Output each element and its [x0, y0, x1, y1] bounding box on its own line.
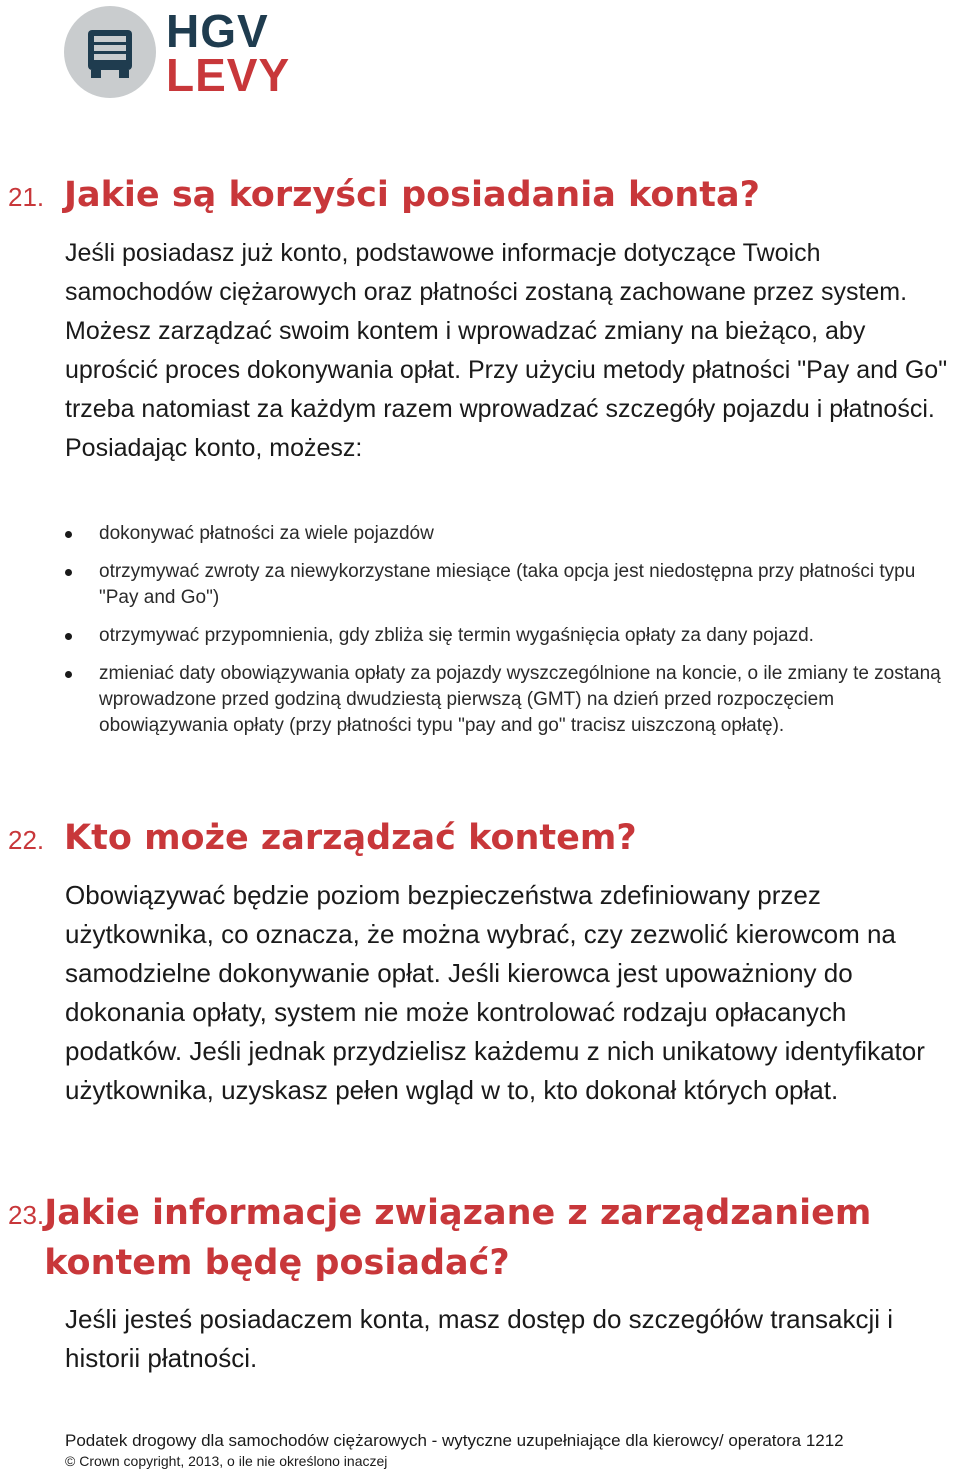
- list-item-text: dokonywać płatności za wiele pojazdów: [99, 523, 434, 544]
- section-title: Kto może zarządzać kontem?: [64, 818, 637, 858]
- list-item-text: zmieniać daty obowiązywania opłaty za pojazdy wyszczególnione na koncie, o ile zmiany te zostaną wprowadzone przed godziną dwudziestą pierwszą (GMT) na dzień przed rozpoczęciem obowiązywania opłaty (przy płatności typu "pay and go" tracisz uiszczoną opłatę).: [99, 663, 941, 736]
- section-title: Jakie informacje związane z zarządzaniem kontem będę posiadać?: [44, 1193, 872, 1283]
- section-21-bullet-list: [65, 521, 955, 739]
- list-item: [65, 521, 955, 547]
- section-23-paragraph: Jeśli jesteś posiadaczem konta, masz dostęp do szczegółów transakcji i historii płatności.: [65, 1304, 894, 1373]
- section-number: 21.: [8, 182, 45, 212]
- logo-text-hgv: HGV: [166, 5, 269, 57]
- section-21-paragraph: Jeśli posiadasz już konto, podstawowe informacje dotyczące Twoich samochodów ciężarowych oraz płatności zostaną zachowane przez system. Możesz zarządzać swoim kontem i wprowadzać zmiany na bieżąco, aby uprościć proces dokonywania opłat. Przy użyciu metody płatności "Pay and Go" trzeba natomiast za każdym razem wprowadzać szczegóły pojazdu i płatności. Posiadając konto, możesz:: [65, 239, 948, 462]
- list-item: [65, 661, 955, 739]
- section-22-paragraph: Obowiązywać będzie poziom bezpieczeństwa zdefiniowany przez użytkownika, co oznacza, że można wybrać, czy zezwolić kierowcom na samodzielne dokonywanie opłat. Jeśli kierowca jest upoważniony do dokonania opłaty, system nie może kontrolować rodzaju opłacanych podatków. Jeśli jednak przydzielisz każdemu z nich unikatowy identyfikator użytkownika, uzyskasz pełen wgląd w to, kto dokonał których opłat.: [65, 880, 925, 1105]
- bullet-icon: [65, 671, 72, 678]
- section-21-heading: [8, 170, 760, 220]
- truck-icon: [64, 6, 156, 98]
- section-22-heading: [8, 813, 637, 863]
- list-item-text: otrzymywać zwroty za niewykorzystane miesiące (taka opcja jest niedostępna przy płatności typu "Pay and Go"): [99, 561, 916, 608]
- list-item: [65, 623, 955, 649]
- section-23-heading: [8, 1188, 888, 1288]
- bullet-icon: [65, 569, 72, 576]
- hgv-levy-logo: [62, 2, 291, 101]
- bullet-icon: [65, 633, 72, 640]
- bullet-icon: [65, 531, 72, 538]
- footer-copyright: © Crown copyright, 2013, o ile nie określono inaczej: [65, 1453, 388, 1469]
- list-item-text: otrzymywać przypomnienia, gdy zbliża się termin wygaśnięcia opłaty za dany pojazd.: [99, 625, 814, 646]
- section-title: Jakie są korzyści posiadania konta?: [64, 175, 760, 215]
- list-item: [65, 559, 955, 611]
- section-number: 23.: [8, 1200, 45, 1230]
- logo-text-levy: LEVY: [166, 49, 291, 101]
- footer-title: Podatek drogowy dla samochodów ciężarowych - wytyczne uzupełniające dla kierowcy/ operatora 1212: [65, 1431, 844, 1450]
- page-footer: [65, 1430, 955, 1470]
- section-number: 22.: [8, 825, 45, 855]
